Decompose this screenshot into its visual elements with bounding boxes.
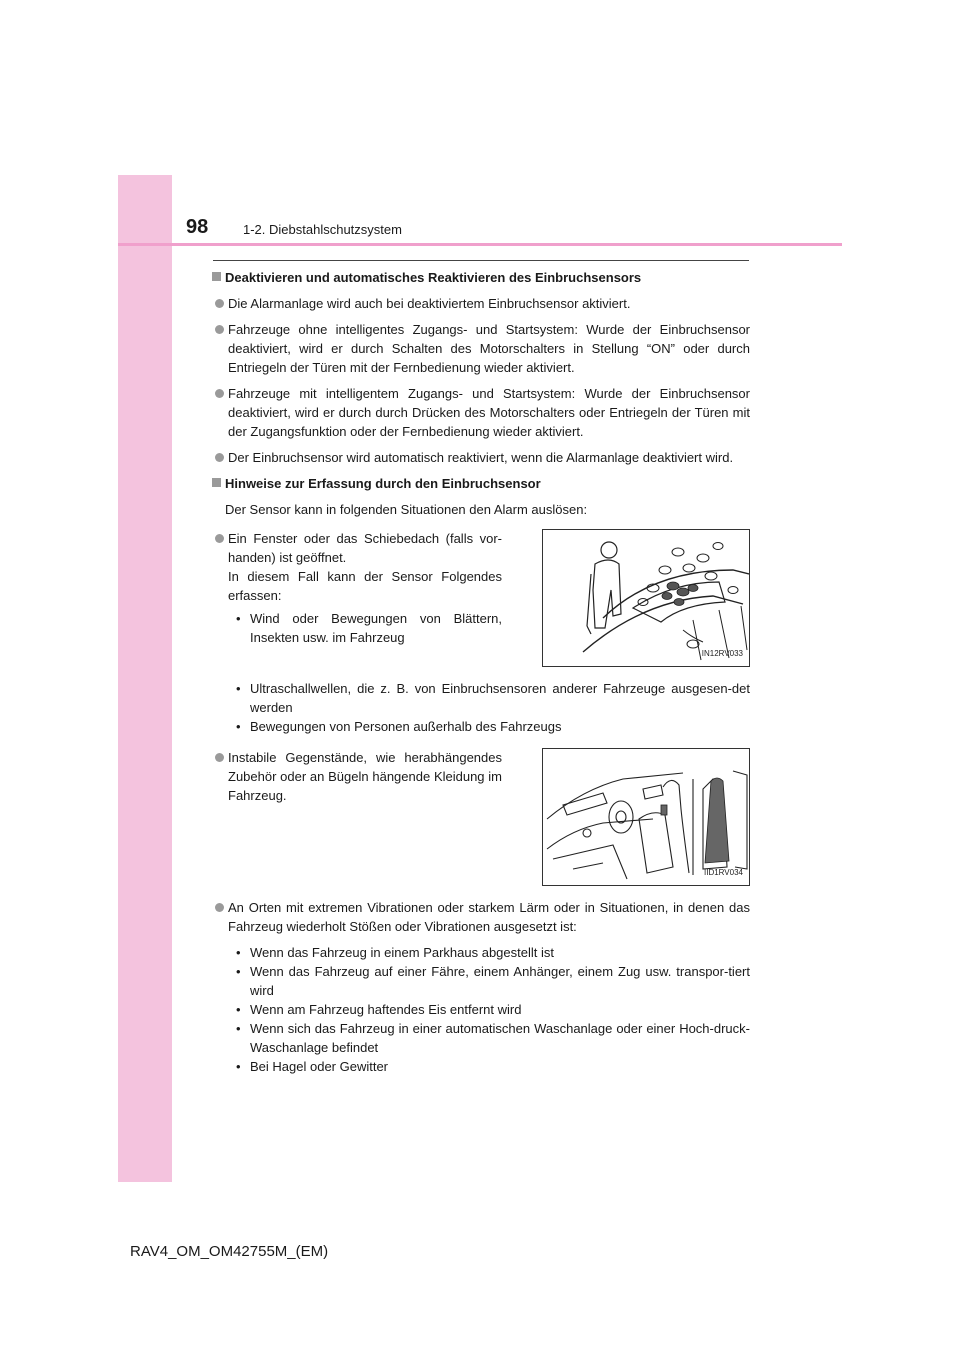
sub-list-item: • Wenn sich das Fahrzeug in einer automatischen Waschanlage oder einer Hoch-druck-Waschanlage befindet — [236, 1021, 750, 1055]
sub-list-item: • Wind oder Bewegungen von Blättern, Insekten usw. im Fahrzeug — [236, 611, 502, 645]
sunroof-leaves-figure — [542, 529, 750, 667]
header-rule — [118, 243, 842, 246]
list-item: Der Einbruchsensor wird automatisch reaktiviert, wenn die Alarmanlage deaktiviert wird. — [212, 448, 750, 467]
list-item: Die Alarmanlage wird auch bei deaktiviertem Einbruchsensor aktiviert. — [212, 294, 750, 313]
list-item: Instabile Gegenstände, wie herabhängendes Zubehör oder an Bügeln hängende Kleidung im Fahrzeug. — [212, 748, 502, 805]
sub-list-item: • Ultraschallwellen, die z. B. von Einbruchsensoren anderer Fahrzeuge ausgesen-det werden — [236, 681, 750, 715]
square-bullet-icon — [212, 272, 221, 281]
circle-bullet-icon — [215, 753, 224, 762]
sub-list-item: • Bewegungen von Personen außerhalb des Fahrzeugs — [236, 719, 562, 734]
figure-code: IID1RV034 — [704, 868, 743, 877]
page-number: 98 — [186, 216, 209, 238]
intro-text: Der Sensor kann in folgenden Situationen den Alarm auslösen: — [225, 502, 588, 517]
circle-bullet-icon — [215, 534, 224, 543]
section-heading: Deaktivieren und automatisches Reaktivieren des Einbruchsensors — [212, 268, 750, 287]
section-heading: Hinweise zur Erfassung durch den Einbruchsensor — [212, 474, 750, 493]
circle-bullet-icon — [215, 389, 224, 398]
list-item: Ein Fenster oder das Schiebedach (falls vor-handen) ist geöffnet. In diesem Fall kann der Sensor Folgendes erfassen: — [212, 529, 502, 605]
list-item: An Orten mit extremen Vibrationen oder starkem Lärm oder in Situationen, in denen das Fahrzeug wiederholt Stößen oder Vibrationen ausgesetzt ist: — [212, 898, 750, 936]
footer-code: RAV4_OM_OM42755M_(EM) — [130, 1243, 329, 1260]
interior-clothing-figure — [542, 748, 750, 886]
list-item: Fahrzeuge mit intelligentem Zugangs- und Startsystem: Wurde der Einbruchsensor deaktiviert, wird er durch durch Drücken des Motorschalters oder Entriegeln der Türen mit der Zugangsfunktion oder der Fernbedienung wieder aktiviert. — [212, 384, 750, 441]
circle-bullet-icon — [215, 453, 224, 462]
sub-list-item: • Wenn das Fahrzeug in einem Parkhaus abgestellt ist — [236, 945, 554, 960]
circle-bullet-icon — [215, 299, 224, 308]
circle-bullet-icon — [215, 325, 224, 334]
content-rule — [213, 260, 749, 261]
list-item: Fahrzeuge ohne intelligentes Zugangs- und Startsystem: Wurde der Einbruchsensor deaktiviert, wird er durch Schalten des Motorschalters in Stellung “ON” oder durch Entriegeln der Türen mit der Fernbedienung wieder aktiviert. — [212, 320, 750, 377]
sidebar-tab — [118, 175, 172, 1182]
figure-code: IN12RV033 — [701, 649, 743, 658]
content — [212, 268, 750, 1076]
circle-bullet-icon — [215, 903, 224, 912]
sub-list-item: • Wenn am Fahrzeug haftendes Eis entfernt wird — [236, 1002, 522, 1017]
sub-list-item: • Bei Hagel oder Gewitter — [236, 1059, 389, 1074]
sub-list-item: • Wenn das Fahrzeug auf einer Fähre, einem Anhänger, einem Zug usw. transpor-tiert wird — [236, 964, 750, 998]
square-bullet-icon — [212, 478, 221, 487]
section-title: 1-2. Diebstahlschutzsystem — [243, 222, 402, 237]
